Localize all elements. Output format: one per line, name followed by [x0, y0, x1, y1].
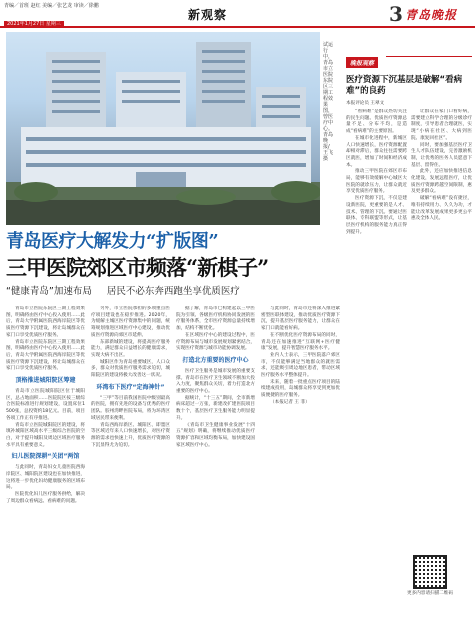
commentary-sidebar [346, 50, 472, 616]
paragraph: 据统计，“十三五”期间，全市新增病床超过一万张，新建改扩建医院项目数十个，基层医疗卫生服务能力明显提升。 [176, 395, 255, 421]
section-subhead: 顶格推进城阳院区筹建 [15, 377, 76, 385]
paragraph: 与此同时，青岛妇女儿童医院西海岸院区、城阳院区建设也在加快推进，这将进一步优化妇幼健康服务的区域布局。 [6, 465, 85, 491]
paragraph: 在城市化进程中，新城区人口快速增长，医疗资源配置却相对滞后，群众往往需要跨区就医，增加了时间和经济成本。 [346, 135, 407, 168]
paragraph: “三甲”等目前我国医院中级别最高的医院，拥有先进的设备与优秀的医疗团队。胶州湾畔医院布局，将为环湾区域居民带来便利。 [91, 395, 170, 421]
paragraph: 在不断优化医疗资源布局的同时，青岛还在加速推进“互联网+医疗健康”发展，提升智慧医疗服务水平。 [261, 332, 340, 352]
paragraph: 青岛市立医院城阳院区的建设，将填补城阳区域高水平三级综合医院的空白，对于提升城阳及周边区域医疗服务水平具有重要意义。 [6, 422, 85, 448]
paragraph: 医疗资源下沉，不仅是建设新医院，更重要的是人才、技术、管理的下沉。要通过医联体、专科联盟等形式，让基层医疗机构的服务能力真正得到提升。 [346, 196, 407, 235]
header-date: 2021年1月27日 星期三 [4, 21, 64, 28]
commentary-body [346, 109, 472, 236]
paragraph: 此外，还应加快推进信息化建设，发展远程医疗，让优质医疗资源跨越空间限制，惠及更多群众。 [411, 169, 472, 195]
article-column-1 [6, 306, 85, 606]
paragraph: 青岛市立医院东院区三期工程效果图，明确将由医疗中心投入使用……此后，青岛大学附属医院西海岸院区等优质医疗资源下沉建设，将让岛城群众在家门口享受优质医疗服务。 [6, 339, 85, 372]
header-meta [4, 3, 154, 29]
paragraph: 同时，要加强基层医疗卫生人才队伍建设，完善激励机制，让优秀的医务人员愿意下基层、留得住。 [411, 142, 472, 168]
paragraph: 与此同时，青岛市还将深入推进紧密型医联体建设，推动优质医疗资源下沉，提升基层医疗服务能力，让群众在家门口就能看好病。 [261, 306, 340, 332]
subtitle-right: 居民不必东奔西跑坐享优质医疗 [106, 286, 240, 297]
article-column-4 [261, 306, 340, 606]
paragraph: 在区域医疗中心的建设过程中，医疗资源布局与城市发展规划紧密结合，实现医疗资源与城市功能协调发展。 [176, 332, 255, 352]
headline-kicker: 青岛医疗大解发力“扩版图” [6, 231, 219, 252]
paragraph: 让群众在家门口看好病，需要建立科学合理的分级诊疗制度，引导患者合理就医，实现“小病在社区、大病到医院、康复回社区”。 [411, 109, 472, 141]
header-meta-line: 青编／首班 赵红 美编／张艺龙 审读／徐鹏 [4, 3, 99, 9]
qr-caption: 更多内容请扫描二维码 [407, 591, 453, 596]
headline-subtitle [6, 283, 336, 297]
paragraph: 未来，随着一批重点医疗项目的陆续建成投用，岛城群众将享受到更加优质便捷的医疗服务。 [261, 379, 340, 399]
section-subhead: 妇儿医院深耕“关团”两馆 [11, 453, 80, 461]
article-column-3 [176, 306, 255, 606]
paragraph: （本报记者 王 菲） [270, 399, 310, 405]
section-subhead: 环湾布下医疗“定海神针” [96, 383, 165, 391]
commentary-title: 医疗资源下沉基层是破解“看病难”的良药 [346, 75, 463, 96]
photo-caption: 试运行中，青岛市立医院东院区三期工程效果图，曾医疗中心。青岛晚报/王飞 摄 [323, 42, 334, 162]
article-body [6, 306, 340, 606]
paragraph: 业内人士表示，三甲医院落户郊区市，不仅能够满足当地群众的就医需求，还能吸引周边地区患者，带动区域医疗服务水平整体提升。 [261, 352, 340, 379]
paragraph: 城阳区作为青岛重要城区，人口众多，群众对优质医疗服务需求迫切，城阳院区的建设将极大改善这一状况。 [91, 359, 170, 379]
hospital-building-illustration [6, 32, 320, 225]
section-subhead: 打造北方重要的医疗中心 [182, 356, 249, 364]
section-title: 新观察 [188, 8, 228, 22]
commentary-byline: 本报评论员 王翠文 [346, 101, 385, 106]
hospital-rendering-photo [6, 32, 320, 225]
paragraph: 推动三甲医院在郊区市布局，能够有效缓解中心城区大医院的就诊压力，让群众就近享受优质医疗服务。 [346, 169, 407, 195]
commentary-column-2 [411, 109, 472, 223]
paragraph: 另外，市立医院承担的多项重点医疗项目建设也在稳步推进。2020年，为缓解主城区医疗资源集中的问题，统筹规划推进区域医疗中心建设，推动优质医疗资源向郊区市延伸。 [91, 306, 170, 338]
article-headline [6, 230, 336, 297]
paragraph: 青岛市立医院东院区三期工程效果图，明确将由医疗中心投入使用……此后，青岛大学附属医院西海岸院区等优质医疗资源下沉建设，将让岛城群众在家门口享受优质医疗服务。 [6, 306, 85, 338]
paragraph: 医院优化妇儿医疗服务供给，解决了周边群众看病远、看病难的问题。 [6, 492, 85, 504]
commentary-column-1 [346, 109, 407, 236]
qr-code-icon[interactable] [413, 555, 447, 589]
paragraph: 东部新城的建设，将提高医疗服务能力，满足群众日益增长的健康需求，实现大病不出区。 [91, 339, 170, 358]
paragraph: 青岛市立医院城阳院区位于城阳区，总占地面积……医院院区按三级综合医院标准进行规划建设，设置床位1500张，总投资约18亿元。目前，项目各项工作正有序推进。 [6, 389, 85, 421]
qr-code-block [392, 555, 468, 617]
newspaper-logo: 青岛晚报 [405, 8, 458, 22]
commentary-rule [386, 56, 472, 57]
headline-title: 三甲医院郊区市频落“新棋子” [6, 255, 269, 280]
article-column-2 [91, 306, 170, 606]
page-header [0, 0, 475, 28]
paragraph: “看病难”是群众热切关注的民生问题。优质医疗资源总量不足、分布不均，是造成“看病难”的主要原因。 [346, 109, 407, 135]
subtitle-left: “健康青岛”加速布局 [6, 286, 92, 297]
paragraph: 据了解，青岛市已构建起以三甲医院为引领、各级医疗机构协同发展的医疗服务体系，全市医疗资源总量持续增加，结构不断优化。 [176, 306, 255, 332]
paragraph: 《青岛市卫生健康事业发展“十四五”规划》明确，将继续推动优质医疗资源扩容和区域均衡布局，加快建设国家区域医疗中心。 [176, 422, 255, 448]
paragraph: 医疗卫生服务是城市发展的重要支撑。青岛市在医疗卫生领域不断加大投入力度，聚焦群众关切，着力打造北方重要的医疗中心。 [176, 368, 255, 395]
page-number: 3 [389, 2, 403, 26]
paragraph: 青岛西海岸新区、城阳区、即墨区等区域近年来人口快速增长，对医疗资源的需求也快速上升，优质医疗资源的下沉显得尤为迫切。 [91, 422, 170, 448]
paragraph: 破解“看病难”没有捷径，唯有持续用力、久久为功，才能让改革发展成果更多更公平惠及全体人民。 [411, 196, 472, 222]
commentary-tag: 晚报观察 [346, 57, 378, 68]
